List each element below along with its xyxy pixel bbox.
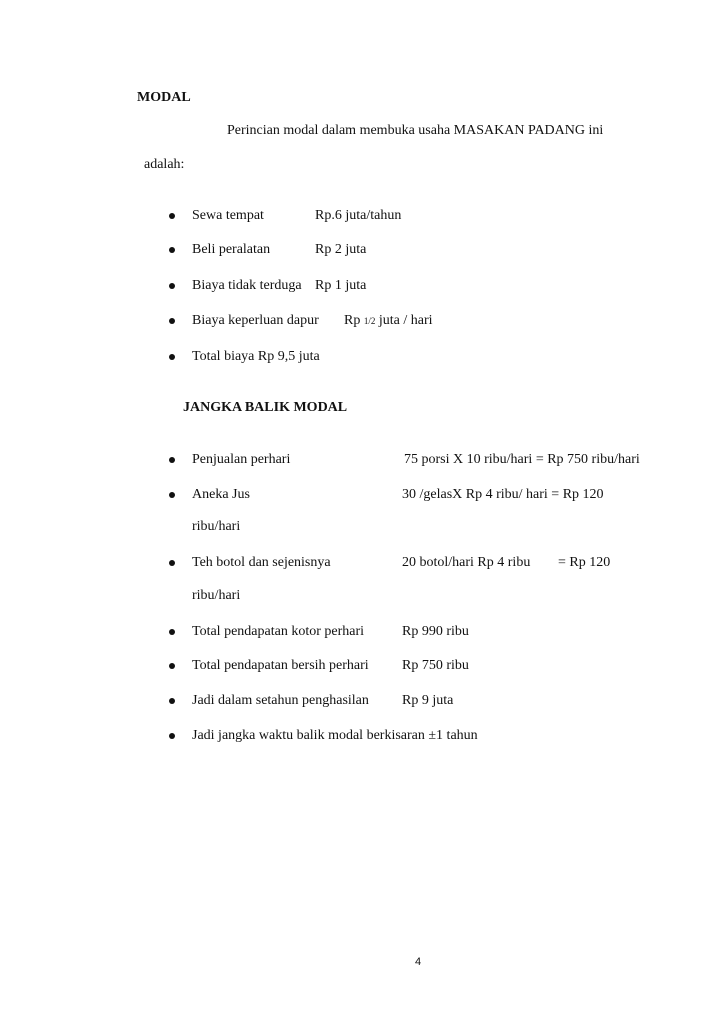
jangka-heading: JANGKA BALIK MODAL xyxy=(183,400,348,415)
list-item-value: Rp.6 juta/tahun xyxy=(315,208,402,223)
list-item-value-total: = Rp 120 xyxy=(558,555,611,570)
bullet-icon xyxy=(169,283,175,289)
list-item-continuation: ribu/hari xyxy=(192,588,241,603)
bullet-icon xyxy=(169,247,175,253)
modal-intro-line2: adalah: xyxy=(144,157,185,172)
list-item-label: Jadi jangka waktu balik modal berkisaran ±1 tahun xyxy=(192,728,478,743)
list-item-label: Jadi dalam setahun penghasilan xyxy=(192,693,369,708)
list-item-label: Total pendapatan kotor perhari xyxy=(192,624,365,639)
list-item-value: Rp 990 ribu xyxy=(402,624,469,639)
page-number: 4 xyxy=(415,956,422,968)
list-item-value: 20 botol/hari Rp 4 ribu xyxy=(402,555,531,570)
list-item-label: Biaya tidak terduga xyxy=(192,278,302,293)
list-item-value: 75 porsi X 10 ribu/hari = Rp 750 ribu/hari xyxy=(404,452,640,467)
list-item-label: Beli peralatan xyxy=(192,242,271,257)
bullet-icon xyxy=(169,698,175,704)
bullet-icon xyxy=(169,213,175,219)
value-prefix: Rp xyxy=(344,313,361,328)
list-item-value: Rp 1 juta xyxy=(315,278,367,293)
list-item-value: Rp 750 ribu xyxy=(402,658,469,673)
list-item-label: Total biaya Rp 9,5 juta xyxy=(192,349,320,364)
bullet-icon xyxy=(169,560,175,566)
bullet-icon xyxy=(169,492,175,498)
list-item-label: Total pendapatan bersih perhari xyxy=(192,658,369,673)
list-item-label: Sewa tempat xyxy=(192,208,264,223)
bullet-icon xyxy=(169,733,175,739)
list-item-label: Aneka Jus xyxy=(192,487,250,502)
list-item-continuation: ribu/hari xyxy=(192,519,241,534)
list-item-label: Biaya keperluan dapur xyxy=(192,313,319,328)
modal-heading: MODAL xyxy=(137,90,191,105)
list-item-value xyxy=(344,312,433,330)
bullet-icon xyxy=(169,318,175,324)
value-suffix: juta / hari xyxy=(378,313,433,328)
value-fraction: 1/2 xyxy=(363,316,376,326)
list-item-value: Rp 9 juta xyxy=(402,693,454,708)
list-item-label: Teh botol dan sejenisnya xyxy=(192,555,331,570)
modal-intro-line1: Perincian modal dalam membuka usaha MASAKAN PADANG ini xyxy=(227,123,604,138)
list-item-value: 30 /gelasX Rp 4 ribu/ hari = Rp 120 xyxy=(402,487,604,502)
list-item-label: Penjualan perhari xyxy=(192,452,291,467)
bullet-icon xyxy=(169,629,175,635)
list-item-value: Rp 2 juta xyxy=(315,242,367,257)
bullet-icon xyxy=(169,457,175,463)
bullet-icon xyxy=(169,663,175,669)
bullet-icon xyxy=(169,354,175,360)
